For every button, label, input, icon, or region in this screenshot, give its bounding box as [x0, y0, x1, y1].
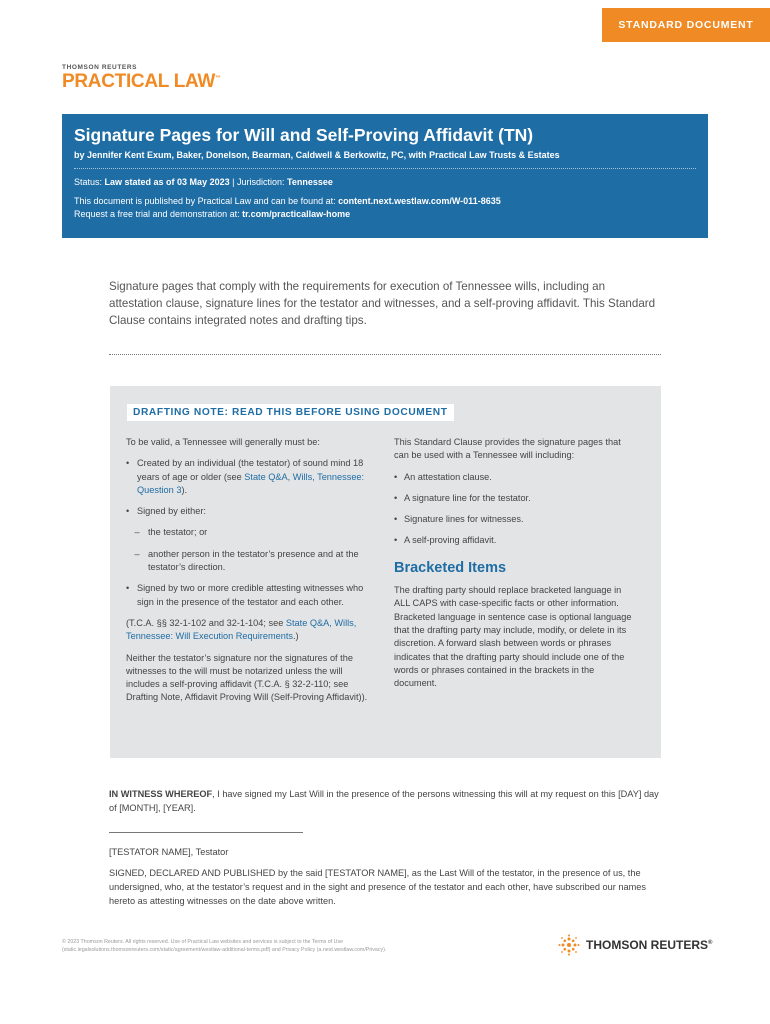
logo-text: THOMSON REUTERS: [586, 938, 709, 952]
brand-product-text: PRACTICAL LAW: [62, 71, 216, 92]
document-byline: by Jennifer Kent Exum, Baker, Donelson, Bearman, Caldwell & Berkowitz, PC, with Practical Law Trusts & Estates: [74, 150, 560, 160]
section-divider: [109, 354, 661, 355]
status-line: [74, 176, 696, 189]
drafting-note-label: DRAFTING NOTE: READ THIS BEFORE USING DOCUMENT: [127, 404, 454, 421]
logo-mark: ®: [708, 940, 713, 946]
drafting-note-right-column: [394, 436, 634, 698]
bracketed-items-heading: Bracketed Items: [394, 559, 507, 576]
bracketed-items-paragraph: The drafting party should replace bracketed language in ALL CAPS with case-specific facts or other information. Bracketed language in sentence case is optional language that the drafting party may include, modify, or delete in its discretion. A forward slash between words or phrases indicates that the drafting party should include one of the words or phrases contained in the brackets in the document.: [394, 585, 632, 689]
jurisdiction-value: Tennessee: [287, 177, 333, 187]
sub-list-item: [126, 526, 374, 539]
validity-intro: To be valid, a Tennessee will generally must be:: [126, 437, 320, 447]
witness-lead: IN WITNESS WHEREOF: [109, 789, 213, 799]
attestation-clause: SIGNED, DECLARED AND PUBLISHED by the said [TESTATOR NAME], as the Last Will of the testator, in the presence of us, the undersigned, who, at the testator’s request and in the sight and presence of the testator and each other, have subscribed our names hereto as attesting witnesses on the date above written.: [109, 868, 646, 906]
dash-mark: –: [134, 527, 140, 538]
sub-item-text: another person in the testator’s presence and at the testator’s direction.: [148, 548, 359, 573]
header-divider: [74, 168, 696, 169]
published-link[interactable]: content.next.westlaw.com/W-011-8635: [338, 196, 501, 206]
brand-product: [62, 72, 221, 91]
bullet-end: ).: [181, 484, 188, 495]
drafting-note-box: [110, 386, 661, 758]
witness-text: , I have signed my Last Will in the presence of the persons witnessing this will at my request on this [DAY] day of [MONTH], [YEAR].: [109, 789, 659, 813]
list-item: • A self-proving affidavit.: [394, 534, 634, 547]
sub-item-text: the testator; or: [148, 527, 208, 538]
citation-end: .): [292, 631, 299, 642]
brand-tm: ™: [215, 75, 221, 82]
citation: [126, 617, 374, 644]
state-qa-question-link[interactable]: State Q&A, Wills, Tennessee: Question 3: [137, 471, 365, 495]
witness-clause: [109, 787, 661, 815]
standard-document-badge: STANDARD DOCUMENT: [602, 8, 770, 42]
list-item: • Signed by two or more credible attesting witnesses who sign in the presence of the testator and each other.: [126, 582, 374, 609]
thomson-reuters-dot-logo-icon: [558, 934, 580, 956]
list-item: • A signature line for the testator.: [394, 492, 634, 505]
intro-paragraph: Signature pages that comply with the requirements for execution of Tennessee wills, including an attestation clause, signature lines for the testator and witnesses, and a self-proving affidavit. This Standard Clause contains integrated notes and drafting tips.: [109, 280, 656, 327]
trial-text: Request a free trial and demonstration at:: [74, 209, 240, 219]
thomson-reuters-wordmark: [586, 938, 712, 952]
list-item: • Signature lines for witnesses.: [394, 513, 634, 526]
copyright-notice: © 2023 Thomson Reuters. All rights reserved. Use of Practical Law websites and services is subject to the Terms of Use (static.legalsolutions.thomsonreuters.com/static/agreement/westlaw-additional-terms.pdf) and Privacy Policy (a.next.westlaw.com/Privacy).: [62, 939, 387, 953]
drafting-note-left-column: [126, 436, 374, 713]
will-execution-requirements-link[interactable]: State Q&A, Wills, Tennessee: Will Execution Requirements: [126, 617, 357, 642]
status-separator: |: [232, 177, 235, 187]
testator-name-line: [TESTATOR NAME], Testator: [109, 847, 229, 857]
published-line: [74, 195, 696, 208]
document-header: [62, 114, 708, 238]
notarization-paragraph: Neither the testator’s signature nor the signatures of the witnesses to the will must be notarized unless the will includes a self-proving affidavit (T.C.A. § 32-2-110; see Drafting Note, Affidavit Proving Will (Self-Proving Affidavit)).: [126, 652, 368, 703]
bullet-text: Created by an individual (the testator) of sound mind 18 years of age or older (see: [137, 458, 364, 482]
citation-text: (T.C.A. §§ 32-1-102 and 32-1-104; see: [126, 617, 284, 628]
sub-list-item: [126, 548, 374, 575]
status-value: Law stated as of 03 May 2023: [104, 177, 230, 187]
jurisdiction-label: Jurisdiction:: [236, 177, 285, 187]
status-label: Status:: [74, 177, 103, 187]
thomson-reuters-footer-logo: [558, 934, 712, 956]
trial-line: [74, 208, 696, 221]
testator-signature-line: [109, 832, 303, 833]
clause-intro: This Standard Clause provides the signature pages that can be used with a Tennessee will including:: [394, 437, 621, 461]
published-text: This document is published by Practical Law and can be found at:: [74, 196, 336, 206]
list-item: • An attestation clause.: [394, 471, 634, 484]
list-item: [126, 457, 374, 497]
practical-law-logo: [62, 64, 221, 91]
brand-publisher: THOMSON REUTERS: [62, 64, 138, 71]
trial-link[interactable]: tr.com/practicallaw-home: [242, 209, 351, 219]
document-title: Signature Pages for Will and Self-Proving Affidavit (TN): [74, 125, 534, 145]
dash-mark: –: [134, 548, 140, 559]
list-item: • Signed by either:: [126, 505, 374, 518]
